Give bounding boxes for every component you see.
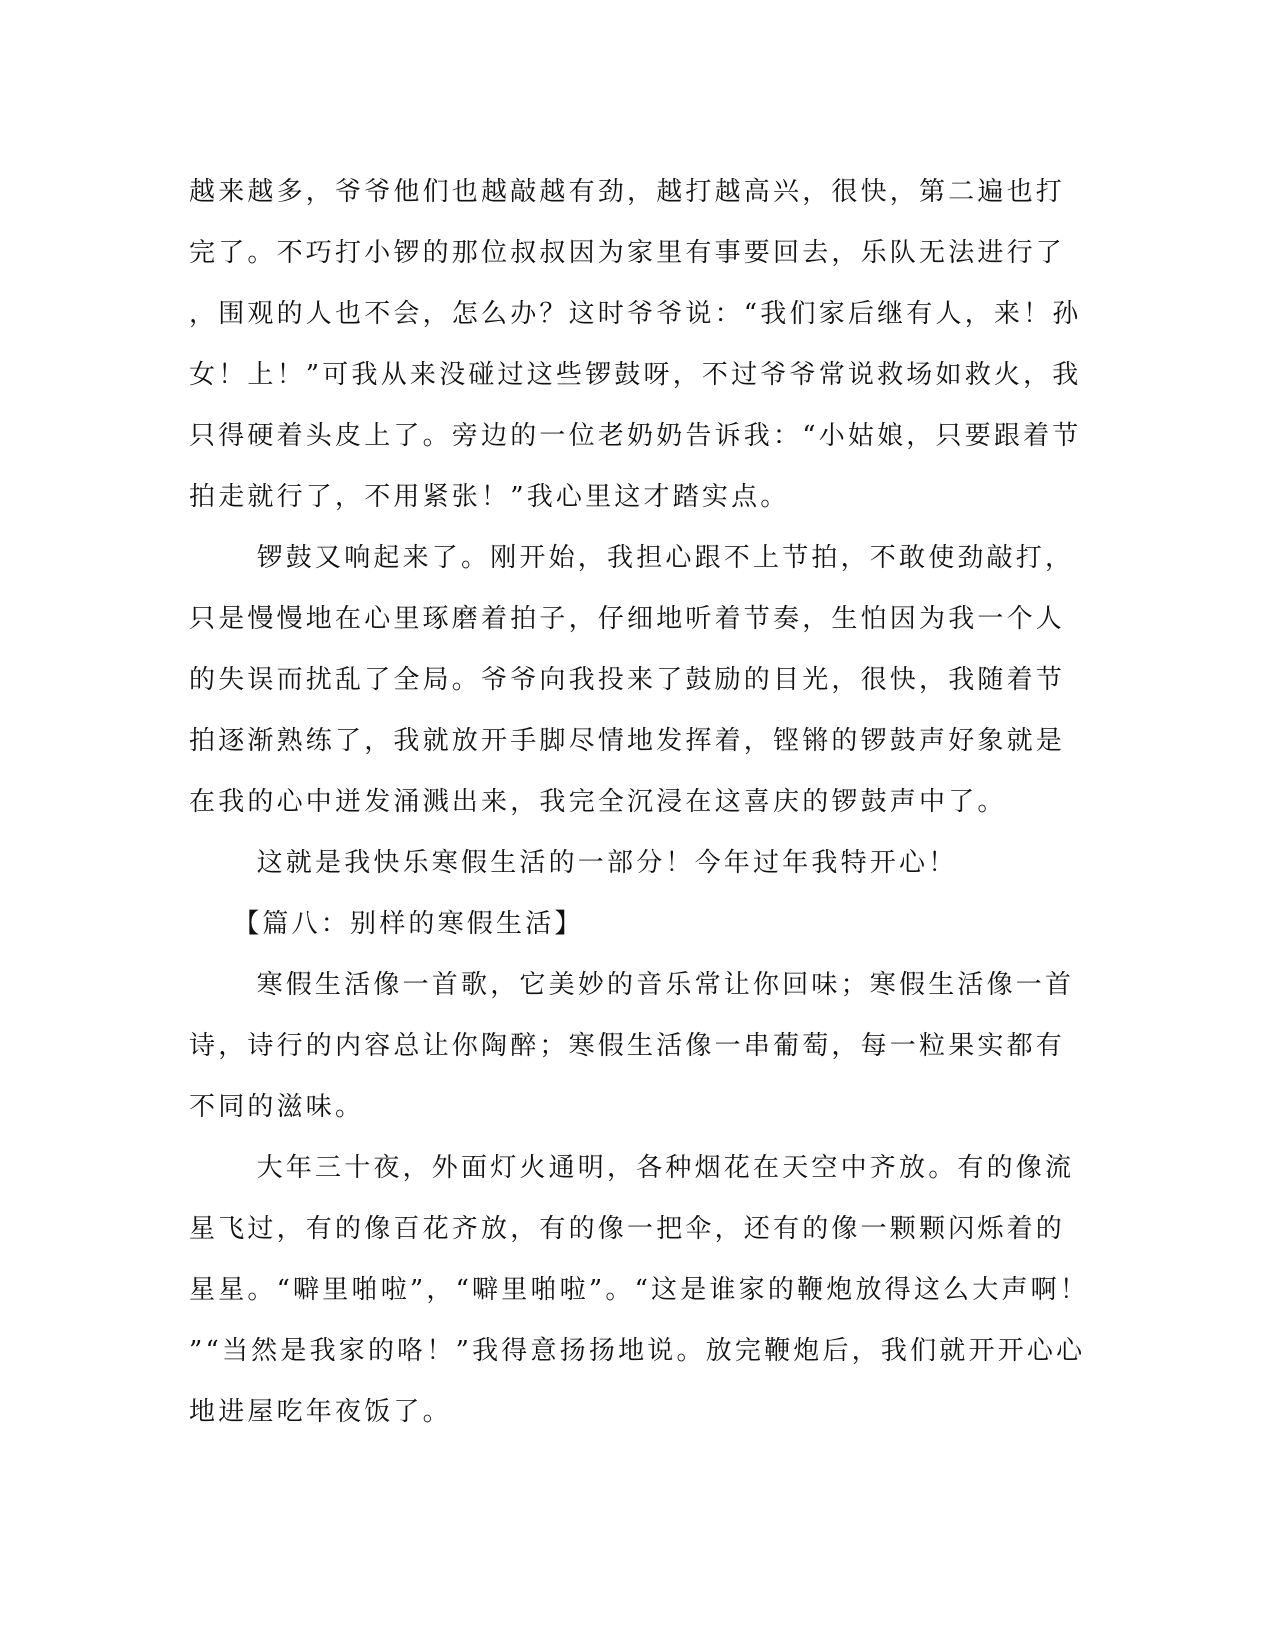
text-line: ，围观的人也不会，怎么办？这时爷爷说：“我们家后继有人，来！孙 [189, 299, 1082, 329]
text-line: 在我的心中迸发涌溅出来，我完全沉浸在这喜庆的锣鼓声中了。 [189, 787, 1007, 817]
paragraph-3 [189, 833, 1074, 894]
text-line: 的失误而扰乱了全局。爷爷向我投来了鼓励的目光，很快，我随着节 [189, 665, 1066, 695]
text-line: 星飞过，有的像百花齐放，有的像一把伞，还有的像一颗颗闪烁着的 [189, 1214, 1066, 1244]
text-line: ”“当然是我家的咯！”我得意扬扬地说。放完鞭炮后，我们就开开心心 [189, 1336, 1086, 1366]
section-heading [189, 894, 1074, 955]
text-line: 只得硬着头皮上了。旁边的一位老奶奶告诉我：“小姑娘，只要跟着节 [189, 421, 1082, 451]
text-line: 越来越多，爷爷他们也越敲越有劲，越打越高兴，很快，第二遍也打 [189, 177, 1066, 207]
paragraph-1 [189, 162, 1082, 528]
text-line: 拍逐渐熟练了，我就放开手脚尽情地发挥着，铿锵的锣鼓声好象就是 [189, 726, 1066, 756]
text-line: 不同的滋味。 [189, 1092, 365, 1122]
text-line: 诗，诗行的内容总让你陶醉；寒假生活像一串葡萄，每一粒果实都有 [189, 1031, 1066, 1061]
text-line: 只是慢慢地在心里琢磨着拍子，仔细地听着节奏，生怕因为我一个人 [189, 604, 1066, 634]
text-line: 这就是我快乐寒假生活的一部分！今年过年我特开心！ [256, 848, 958, 878]
document-body [189, 162, 1090, 1443]
text-line: 大年三十夜，外面灯火通明，各种烟花在天空中齐放。有的像流 [256, 1153, 1075, 1183]
paragraph-4 [189, 955, 1074, 1138]
text-line: 锣鼓又响起来了。刚开始，我担心跟不上节拍，不敢使劲敲打， [256, 543, 1075, 573]
text-line: 完了。不巧打小锣的那位叔叔因为家里有事要回去，乐队无法进行了 [189, 238, 1066, 268]
text-line: 寒假生活像一首歌，它美妙的音乐常让你回味；寒假生活像一首 [256, 970, 1075, 1000]
text-line: 拍走就行了，不用紧张！”我心里这才踏实点。 [189, 482, 790, 512]
heading-text: 【篇八：别样的寒假生活】 [233, 909, 584, 939]
text-line: 女！上！”可我从来没碰过这些锣鼓呀，不过爷爷常说救场如救火，我 [189, 360, 1082, 390]
text-line: 地进屋吃年夜饭了。 [189, 1397, 452, 1427]
paragraph-5 [189, 1138, 1090, 1443]
paragraph-2 [189, 528, 1074, 833]
text-line: 星星。“噼里啪啦”，“噼里啪啦”。“这是谁家的鞭炮放得这么大声啊！ [189, 1275, 1090, 1305]
